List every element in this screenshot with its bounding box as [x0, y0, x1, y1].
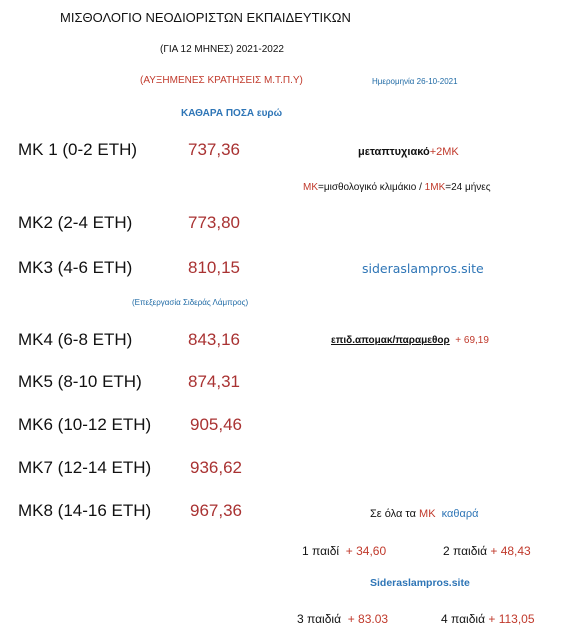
allowance-label: επιδ.απομακ/παραμεθορ [331, 335, 450, 346]
mk7-value: 936,62 [190, 458, 242, 477]
period-subtitle: (ΓΙΑ 12 ΜΗΝΕΣ) 2021-2022 [160, 44, 284, 55]
children-4 [441, 612, 535, 626]
allowance-note [331, 335, 489, 346]
children-1-value: + 34,60 [345, 544, 387, 558]
page-title: ΜΙΣΘΟΛΟΓΙΟ ΝΕΟΔΙΟΡΙΣΤΩΝ ΕΚΠΑΙΔΕΥΤΙΚΩΝ [60, 10, 351, 25]
deductions-note: (ΑΥΞΗΜΕΝΕΣ ΚΡΑΤΗΣΕΙΣ Μ.Τ.Π.Υ) [140, 75, 303, 86]
mk-one: 1ΜΚ [424, 182, 446, 193]
site-link-2[interactable]: Sideraslampros.site [370, 577, 470, 589]
all-mk: ΜΚ [419, 508, 436, 520]
children-1-label: 1 παιδί [302, 544, 340, 558]
children-3-value: + 83.03 [347, 612, 389, 626]
mk6-value: 905,46 [190, 415, 242, 434]
allowance-value: + 69,19 [455, 335, 489, 346]
mk4-value: 843,16 [188, 330, 240, 349]
mk2-label: ΜΚ2 (2-4 ΕΤΗ) [18, 213, 133, 232]
date-label: Ημερομηνία 26-10-2021 [372, 77, 458, 86]
children-4-value: + 113,05 [488, 612, 535, 626]
children-2 [443, 544, 531, 558]
mk8-label: ΜΚ8 (14-16 ΕΤΗ) [18, 501, 152, 520]
mk-def-text: =μισθολογικό κλιμάκιο / [318, 182, 425, 193]
mk8-value: 967,36 [190, 501, 242, 520]
children-3 [297, 612, 388, 626]
children-2-label: 2 παιδιά [443, 544, 488, 558]
all-mk-note [370, 508, 478, 520]
postgrad-label: μεταπτυχιακό [358, 146, 430, 158]
mk3-value: 810,15 [188, 258, 240, 277]
postgrad-value: +2ΜΚ [429, 146, 459, 158]
all-prefix: Σε όλα τα [370, 508, 420, 520]
net-amounts-heading: ΚΑΘΑΡΑ ΠΟΣΑ ευρώ [181, 108, 283, 119]
site-link[interactable]: sideraslampros.site [362, 261, 484, 276]
mk4-label: ΜΚ4 (6-8 ΕΤΗ) [18, 330, 133, 349]
mk1-value: 737,36 [188, 140, 240, 159]
mk6-label: ΜΚ6 (10-12 ΕΤΗ) [18, 415, 152, 434]
mk2-value: 773,80 [188, 213, 240, 232]
mk5-value: 874,31 [188, 372, 240, 391]
children-4-label: 4 παιδιά [441, 612, 486, 626]
mk1-label: ΜΚ 1 (0-2 ΕΤΗ) [18, 140, 138, 159]
children-2-value: + 48,43 [490, 544, 531, 558]
all-suffix: καθαρά [441, 508, 479, 520]
mk7-label: ΜΚ7 (12-14 ΕΤΗ) [18, 458, 152, 477]
postgrad-note [358, 146, 459, 158]
mk-abbr: ΜΚ [303, 182, 318, 193]
children-3-label: 3 παιδιά [297, 612, 342, 626]
mk3-label: ΜΚ3 (4-6 ΕΤΗ) [18, 258, 133, 277]
children-1 [302, 544, 386, 558]
mk-months: =24 μήνες [445, 182, 491, 193]
mk-definition [303, 182, 491, 193]
mk5-label: ΜΚ5 (8-10 ΕΤΗ) [18, 372, 142, 391]
credit-note: (Επεξεργασία Σιδεράς Λάμπρος) [132, 298, 249, 307]
